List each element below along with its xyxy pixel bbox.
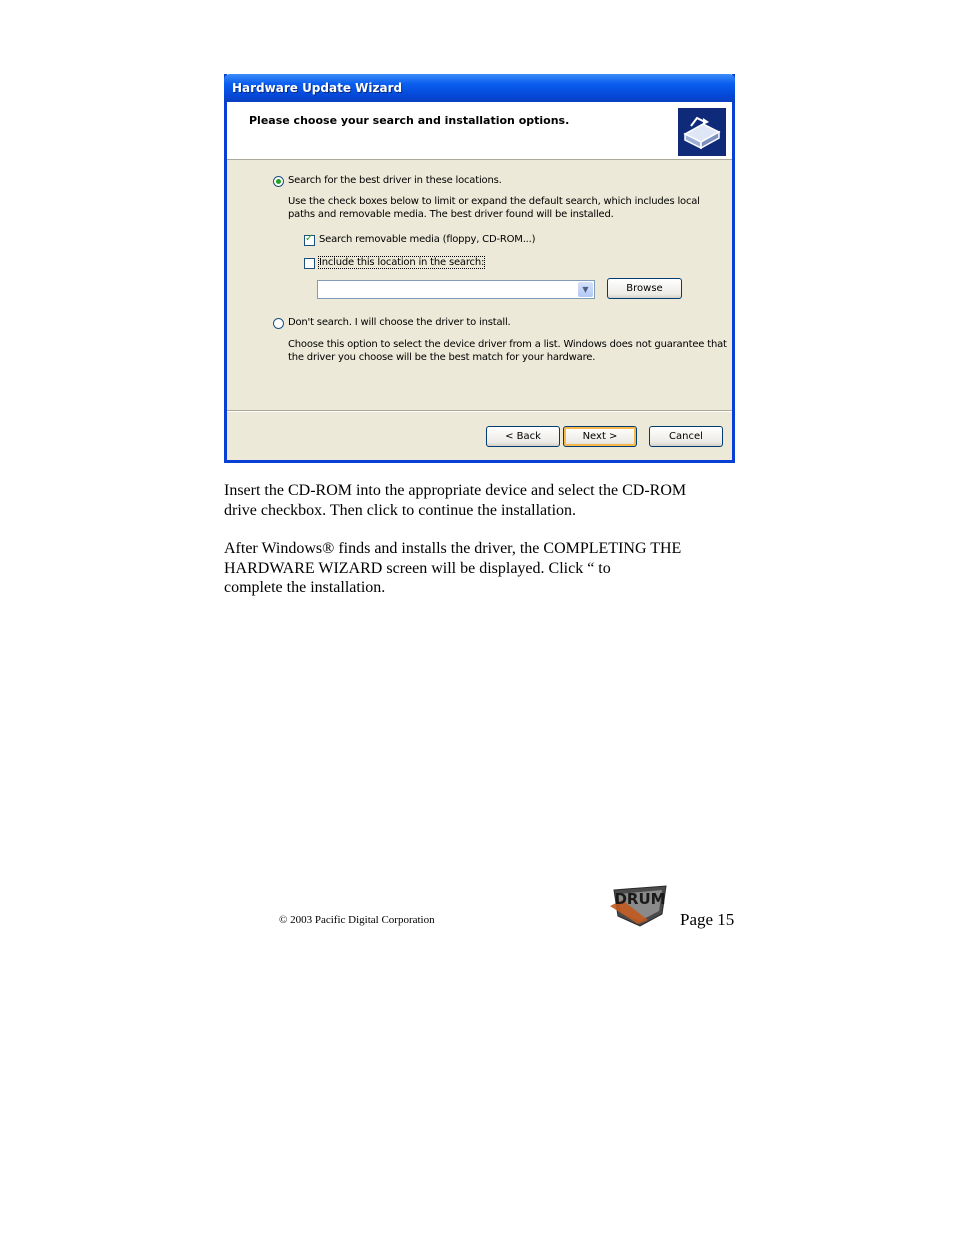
wizard-header-title: Please choose your search and installation options. bbox=[249, 114, 570, 127]
wizard-body bbox=[227, 160, 732, 410]
next-button[interactable]: Next > bbox=[563, 426, 637, 447]
copyright-text: © 2003 Pacific Digital Corporation bbox=[279, 914, 435, 926]
hardware-update-wizard-window bbox=[224, 74, 735, 463]
instruction-paragraph-1: Insert the CD-ROM into the appropriate device and select the CD-ROM drive checkbox. Then click to continue the installation. bbox=[224, 482, 687, 519]
removable-media-label[interactable]: Search removable media (floppy, CD-ROM...) bbox=[319, 234, 536, 245]
instruction-paragraph-2: After Windows® finds and installs the driver, the COMPLETING THE HARDWARE WIZARD screen will be displayed. Click “ to complete the installation. bbox=[224, 540, 682, 596]
dont-search-option-label[interactable]: Don't search. I will choose the driver to install. bbox=[288, 317, 511, 328]
dont-search-option-radio[interactable] bbox=[273, 318, 284, 329]
browse-button[interactable]: Browse bbox=[607, 278, 682, 299]
hardware-wizard-icon bbox=[678, 108, 726, 156]
page-number: Page 15 bbox=[680, 910, 735, 929]
cancel-button[interactable]: Cancel bbox=[649, 426, 723, 447]
drum-logo bbox=[608, 880, 670, 928]
chevron-down-icon[interactable]: ▼ bbox=[578, 282, 593, 297]
include-location-label[interactable]: Include this location in the search: bbox=[319, 257, 485, 268]
search-option-label[interactable]: Search for the best driver in these locations. bbox=[288, 175, 502, 186]
logo-text: DRUM bbox=[614, 890, 666, 908]
wizard-header bbox=[227, 102, 732, 160]
search-option-description: Use the check boxes below to limit or expand the default search, which includes local paths and removable media. The best driver found will be installed. bbox=[288, 196, 700, 220]
wizard-footer-divider bbox=[227, 410, 732, 412]
location-combo-box[interactable] bbox=[317, 280, 595, 299]
include-location-checkbox[interactable] bbox=[304, 258, 315, 269]
search-option-radio[interactable] bbox=[273, 176, 284, 187]
removable-media-checkbox[interactable] bbox=[304, 235, 315, 246]
wizard-titlebar[interactable] bbox=[224, 74, 735, 102]
back-button[interactable]: < Back bbox=[486, 426, 560, 447]
wizard-title: Hardware Update Wizard bbox=[232, 81, 403, 95]
dont-search-option-description: Choose this option to select the device driver from a list. Windows does not guarantee that the driver you choose will be the best match for your hardware. bbox=[288, 339, 727, 363]
